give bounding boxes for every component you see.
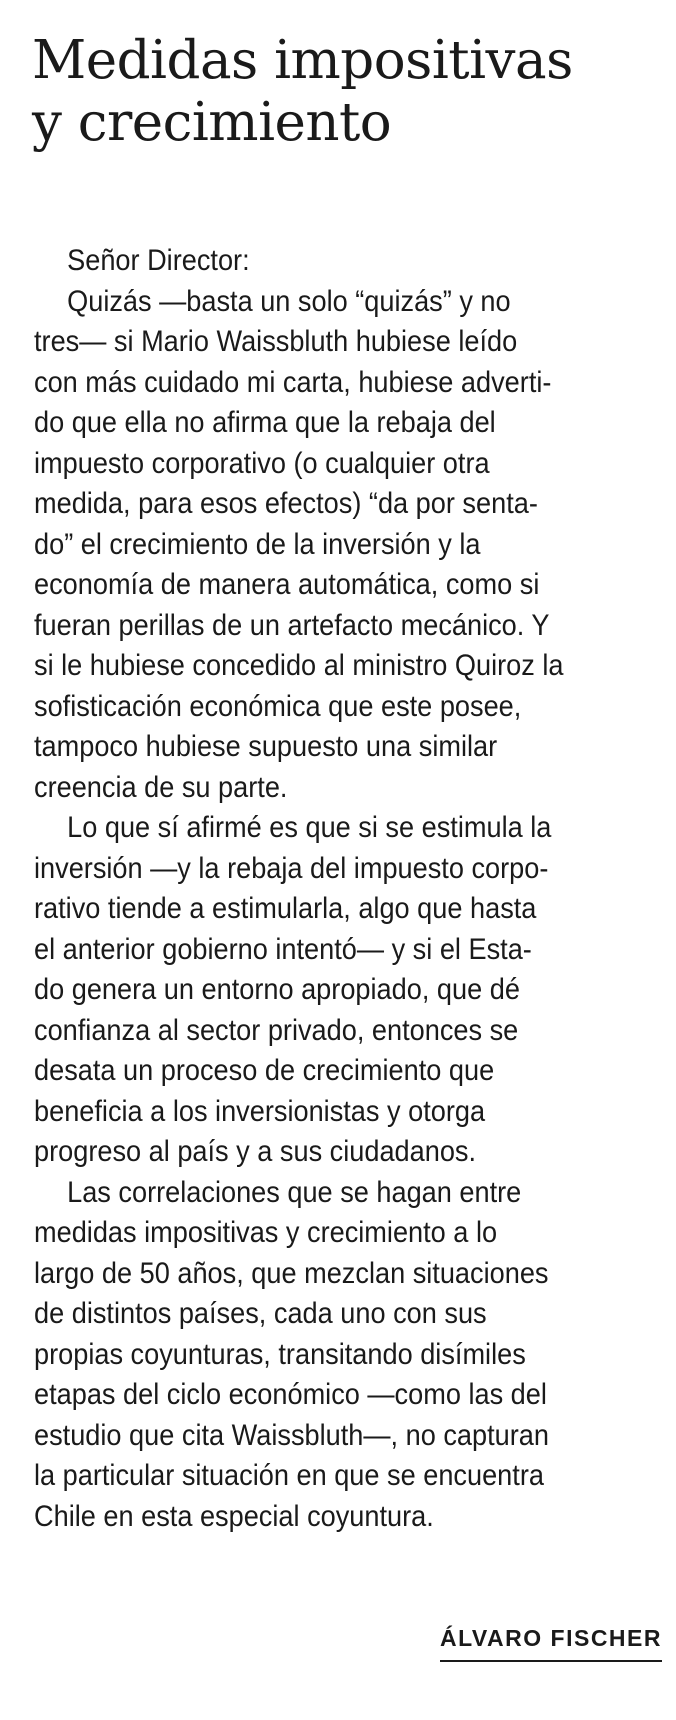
text-line: inversión —y la rebaja del impuesto corpo- <box>34 851 549 885</box>
text-line: tres— si Mario Waissbluth hubiese leído <box>34 325 518 358</box>
text-line: beneficia a los inversionistas y otorga <box>34 1094 486 1128</box>
text-line: do que ella no afirma que la rebaja del <box>34 406 496 439</box>
author-signature: ÁLVARO FISCHER <box>440 1625 662 1662</box>
text-line: Chile en esta especial coyuntura. <box>34 1499 434 1533</box>
text-line: impuesto corporativo (o cualquier otra <box>34 446 490 480</box>
headline-line-2: y crecimiento <box>32 92 392 153</box>
text-line: largo de 50 años, que mezclan situaciones <box>34 1256 549 1290</box>
text-line: Las correlaciones que se hagan entre <box>67 1175 522 1209</box>
text-line: etapas del ciclo económico —como las del <box>34 1378 547 1411</box>
text-line: progreso al país y a sus ciudadanos. <box>34 1135 477 1168</box>
text-line: fueran perillas de un artefacto mecánico. Y <box>34 608 550 642</box>
text-line: creencia de su parte. <box>34 770 288 804</box>
text-line: Quizás —basta un solo “quizás” y no <box>67 284 511 318</box>
text-line: estudio que cita Waissbluth—, no capturan <box>34 1418 549 1452</box>
text-line: Lo que sí afirmé es que si se estimula la <box>67 811 552 844</box>
text-line: sofisticación económica que este posee, <box>34 689 522 723</box>
headline-line-1: Medidas impositivas <box>32 30 573 91</box>
text-line: tampoco hubiese supuesto una similar <box>34 730 498 763</box>
text-line: el anterior gobierno intentó— y si el Esta- <box>34 932 532 966</box>
text-line: con más cuidado mi carta, hubiese adverti- <box>34 365 552 399</box>
text-line: la particular situación en que se encuentra <box>34 1459 544 1492</box>
text-line: economía de manera automática, como si <box>34 568 540 601</box>
text-line: do genera un entorno apropiado, que dé <box>34 973 520 1006</box>
text-line: desata un proceso de crecimiento que <box>34 1054 495 1087</box>
text-line: do” el crecimiento de la inversión y la <box>34 527 481 561</box>
text-line: de distintos países, cada uno con sus <box>34 1297 487 1330</box>
text-line: confianza al sector privado, entonces se <box>34 1013 519 1047</box>
text-line: medida, para esos efectos) “da por senta- <box>34 487 538 520</box>
text-line: si le hubiese concedido al ministro Quiroz la <box>34 649 564 682</box>
text-line: medidas impositivas y crecimiento a lo <box>34 1216 498 1249</box>
text-line: rativo tiende a estimularla, algo que hasta <box>34 892 537 925</box>
headline <box>32 30 672 154</box>
letter-body <box>34 241 614 1537</box>
salutation: Señor Director: <box>67 244 250 277</box>
text-line: propias coyunturas, transitando disímiles <box>34 1337 526 1371</box>
